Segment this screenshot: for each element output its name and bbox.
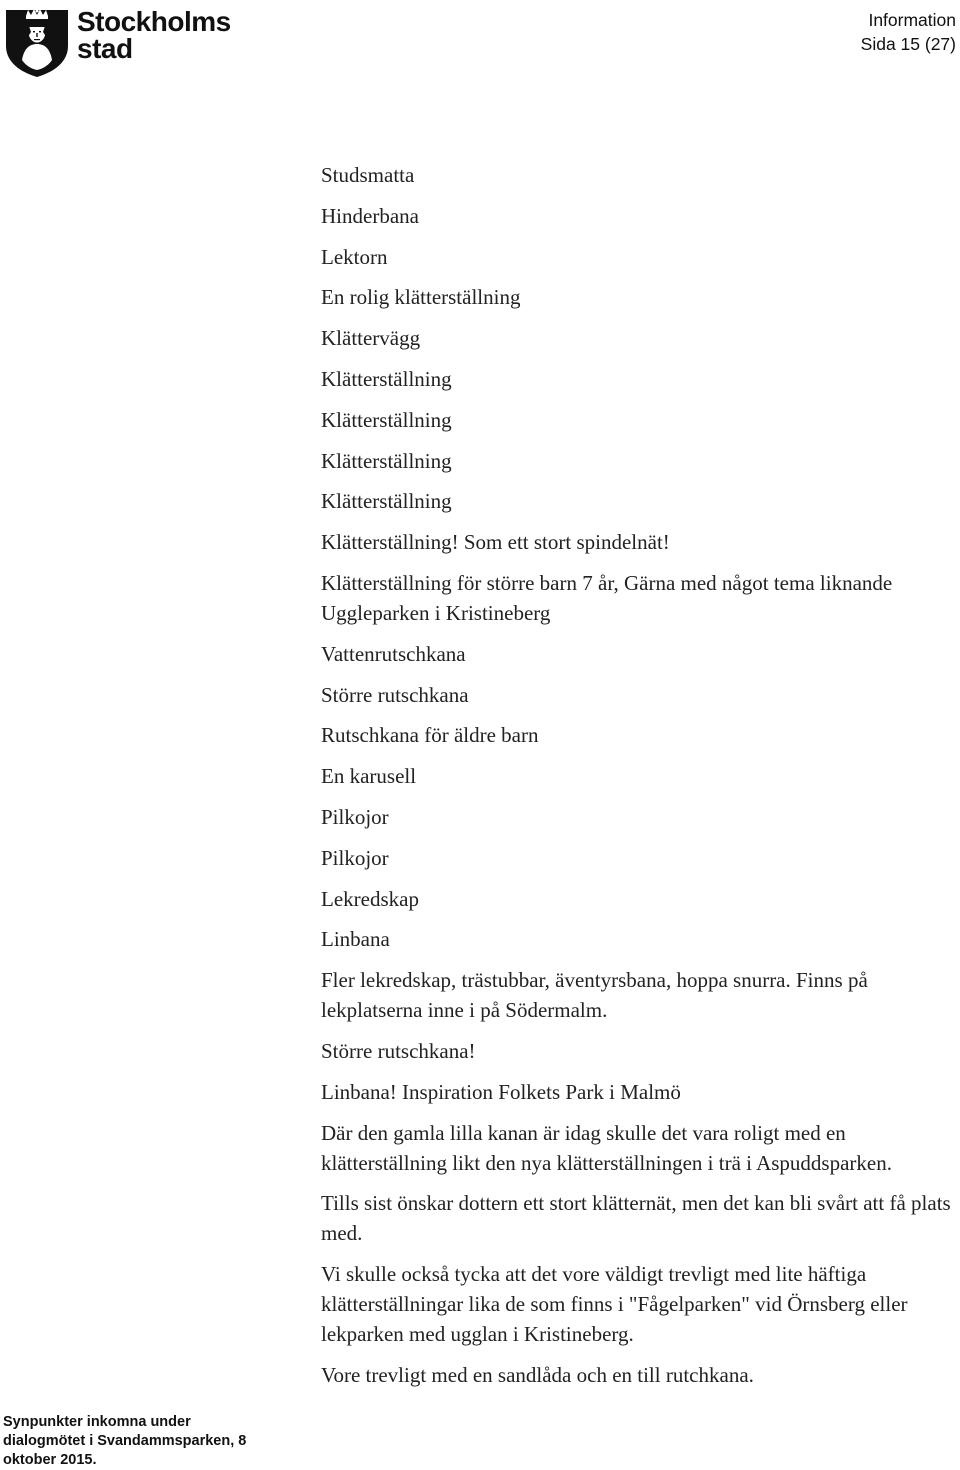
- paragraph: Klätterställning: [321, 407, 452, 432]
- paragraph: Klätterställning: [321, 448, 452, 473]
- stockholms-stad-logo: [4, 2, 231, 78]
- footer-line: oktober 2015.: [3, 1452, 97, 1468]
- paragraph: Större rutschkana: [321, 682, 469, 707]
- logo-line-1: Stockholms: [77, 6, 231, 37]
- logo-line-2: stad: [77, 33, 133, 64]
- paragraph: Fler lekredskap, trästubbar, äventyrsbana, hoppa snurra. Finns på lekplatserna inne i på Södermalm.: [321, 968, 868, 1023]
- paragraph: Tills sist önskar dottern ett stort klätternät, men det kan bli svårt att få plats med.: [321, 1191, 951, 1246]
- paragraph: Klätterställning! Som ett stort spindelnät!: [321, 530, 670, 555]
- paragraph: Hinderbana: [321, 203, 419, 228]
- paragraph: Där den gamla lilla kanan är idag skulle det vara roligt med en klätterställning likt den nya klätterställningen i trä i Aspuddsparken.: [321, 1120, 892, 1175]
- paragraph: Större rutschkana!: [321, 1038, 476, 1063]
- footer-line: dialogmötet i Svandammsparken, 8: [3, 1433, 247, 1449]
- page-header-info: [861, 8, 956, 56]
- paragraph: Vattenrutschkana: [321, 641, 466, 666]
- paragraph: Pilkojor: [321, 845, 389, 870]
- paragraph: Linbana! Inspiration Folkets Park i Malmö: [321, 1079, 681, 1104]
- paragraph: En rolig klätterställning: [321, 285, 521, 310]
- city-crest-icon: [4, 2, 70, 78]
- document-body: [321, 160, 957, 1401]
- paragraph: Klätterställning för större barn 7 år, Gärna med något tema liknande Uggleparken i Kristineberg: [321, 570, 893, 625]
- paragraph: Klättervägg: [321, 326, 421, 351]
- paragraph: Vore trevligt med en sandlåda och en till rutchkana.: [321, 1362, 754, 1387]
- page-number: Sida 15 (27): [860, 34, 956, 54]
- paragraph: Linbana: [321, 927, 390, 952]
- paragraph: Klätterställning: [321, 489, 452, 514]
- paragraph: Lektorn: [321, 244, 388, 269]
- footer-line: Synpunkter inkomna under: [3, 1414, 191, 1430]
- paragraph: Studsmatta: [321, 163, 415, 187]
- page-footer: [3, 1413, 263, 1470]
- paragraph: Rutschkana för äldre barn: [321, 723, 539, 748]
- paragraph: Vi skulle också tycka att det vore väldigt trevligt med lite häftiga klätterställningar lika de som finns i "Fågelparken" vid Örnsberg eller lekparken med ugglan i Kristineberg.: [321, 1262, 908, 1347]
- logo-wordmark: [77, 8, 231, 62]
- paragraph: Klätterställning: [321, 366, 452, 391]
- paragraph: Pilkojor: [321, 804, 389, 829]
- document-type: Information: [868, 10, 956, 30]
- paragraph: Lekredskap: [321, 886, 419, 911]
- paragraph: En karusell: [321, 764, 417, 789]
